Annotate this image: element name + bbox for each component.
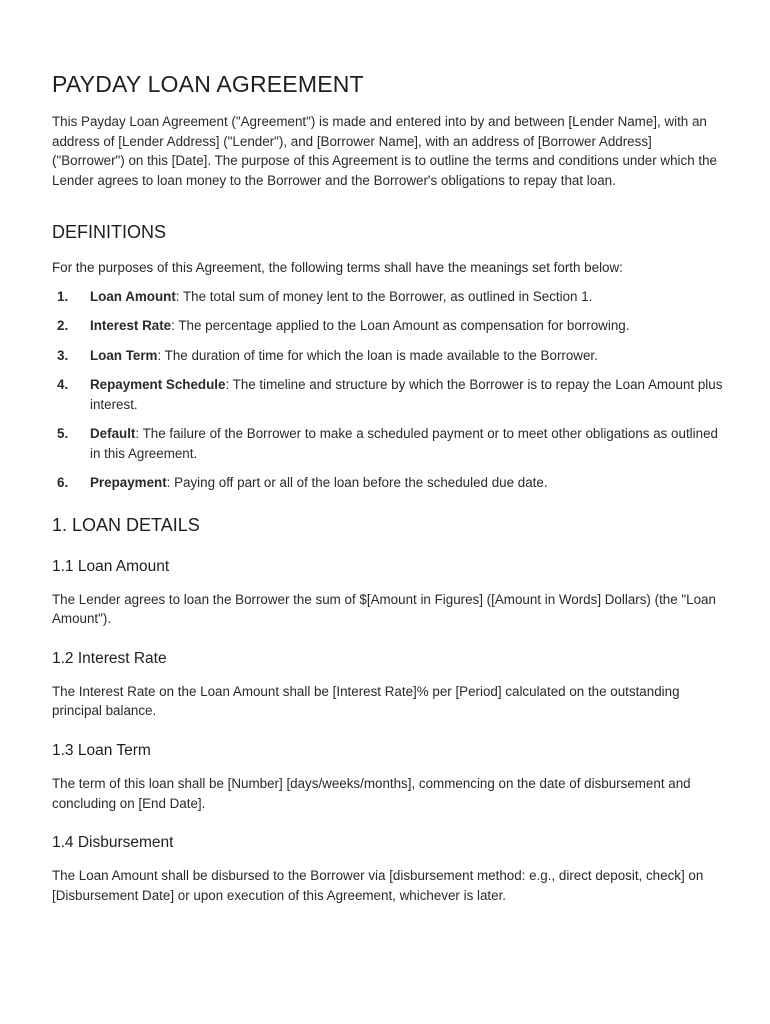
subsection-text: The Interest Rate on the Loan Amount shall be [Interest Rate]% per [Period] calculated on the outstanding principal balance. bbox=[52, 683, 680, 719]
loan-amount-section bbox=[52, 557, 724, 629]
definition-text: : The timeline and structure by which the Borrower is to repay the Loan Amount plus interest. bbox=[90, 377, 723, 412]
definition-item bbox=[52, 287, 724, 307]
definition-text: : The duration of time for which the loan is made available to the Borrower. bbox=[157, 347, 598, 363]
definition-term: Prepayment bbox=[90, 475, 167, 491]
subsection-text: The Loan Amount shall be disbursed to the Borrower via [disbursement method: e.g., direct deposit, check] on [Disbursement Date] or upon execution of this Agreement, whichever is later. bbox=[52, 868, 704, 903]
disbursement-section bbox=[52, 833, 724, 905]
definition-text: : The percentage applied to the Loan Amount as compensation for borrowing. bbox=[171, 318, 630, 334]
subsection-heading: 1.4 Disbursement bbox=[52, 834, 174, 852]
subsection-heading: 1.2 Interest Rate bbox=[52, 649, 167, 667]
definition-item bbox=[52, 424, 724, 463]
definition-text: : Paying off part or all of the loan before the scheduled due date. bbox=[166, 475, 548, 491]
definition-item bbox=[52, 316, 724, 336]
definition-term: Default bbox=[90, 426, 136, 442]
definitions-list bbox=[52, 287, 724, 493]
definition-number: 5. bbox=[57, 426, 69, 442]
subsection-heading: 1.1 Loan Amount bbox=[52, 557, 170, 575]
definitions-heading: DEFINITIONS bbox=[52, 222, 167, 243]
subsection-heading: 1.3 Loan Term bbox=[52, 742, 151, 760]
definition-number: 4. bbox=[57, 377, 69, 393]
definition-text: : The total sum of money lent to the Borrower, as outlined in Section 1. bbox=[175, 288, 593, 304]
definition-term: Repayment Schedule bbox=[90, 377, 226, 393]
definition-number: 6. bbox=[57, 475, 69, 491]
definition-number: 2. bbox=[57, 318, 69, 334]
definition-number: 1. bbox=[57, 288, 69, 304]
definition-item bbox=[52, 473, 724, 493]
definition-text: : The failure of the Borrower to make a scheduled payment or to meet other obligations as outlined in this Agreement. bbox=[90, 426, 718, 461]
document-page bbox=[52, 70, 724, 925]
subsection-text: The Lender agrees to loan the Borrower the sum of $[Amount in Figures] ([Amount in Words] Dollars) (the "Loan Amount"). bbox=[52, 591, 716, 627]
subsection-text: The term of this loan shall be [Number] [days/weeks/months], commencing on the date of disbursement and concluding on [End Date]. bbox=[52, 776, 691, 811]
interest-rate-section bbox=[52, 649, 724, 721]
definition-term: Loan Amount bbox=[90, 288, 176, 304]
definition-item bbox=[52, 375, 724, 414]
definition-term: Interest Rate bbox=[90, 318, 172, 334]
definition-item bbox=[52, 346, 724, 366]
loan-details-heading: 1. LOAN DETAILS bbox=[52, 514, 200, 535]
document-title: PAYDAY LOAN AGREEMENT bbox=[52, 71, 364, 97]
definition-number: 3. bbox=[57, 347, 69, 363]
loan-term-section bbox=[52, 741, 724, 813]
definition-term: Loan Term bbox=[90, 347, 158, 363]
definitions-lead: For the purposes of this Agreement, the following terms shall have the meanings set forth below: bbox=[52, 260, 623, 276]
intro-paragraph: This Payday Loan Agreement ("Agreement") is made and entered into by and between [Lender Name], with an address of [Lender Address] ("Lender"), and [Borrower Name], with an address of [Borrower Address] ("Borrower") on this [Date]. The purpose of this Agreement is to outline the terms and conditions under which the Lender agrees to loan money to the Borrower and the Borrower's obligations to repay that loan. bbox=[52, 114, 718, 188]
